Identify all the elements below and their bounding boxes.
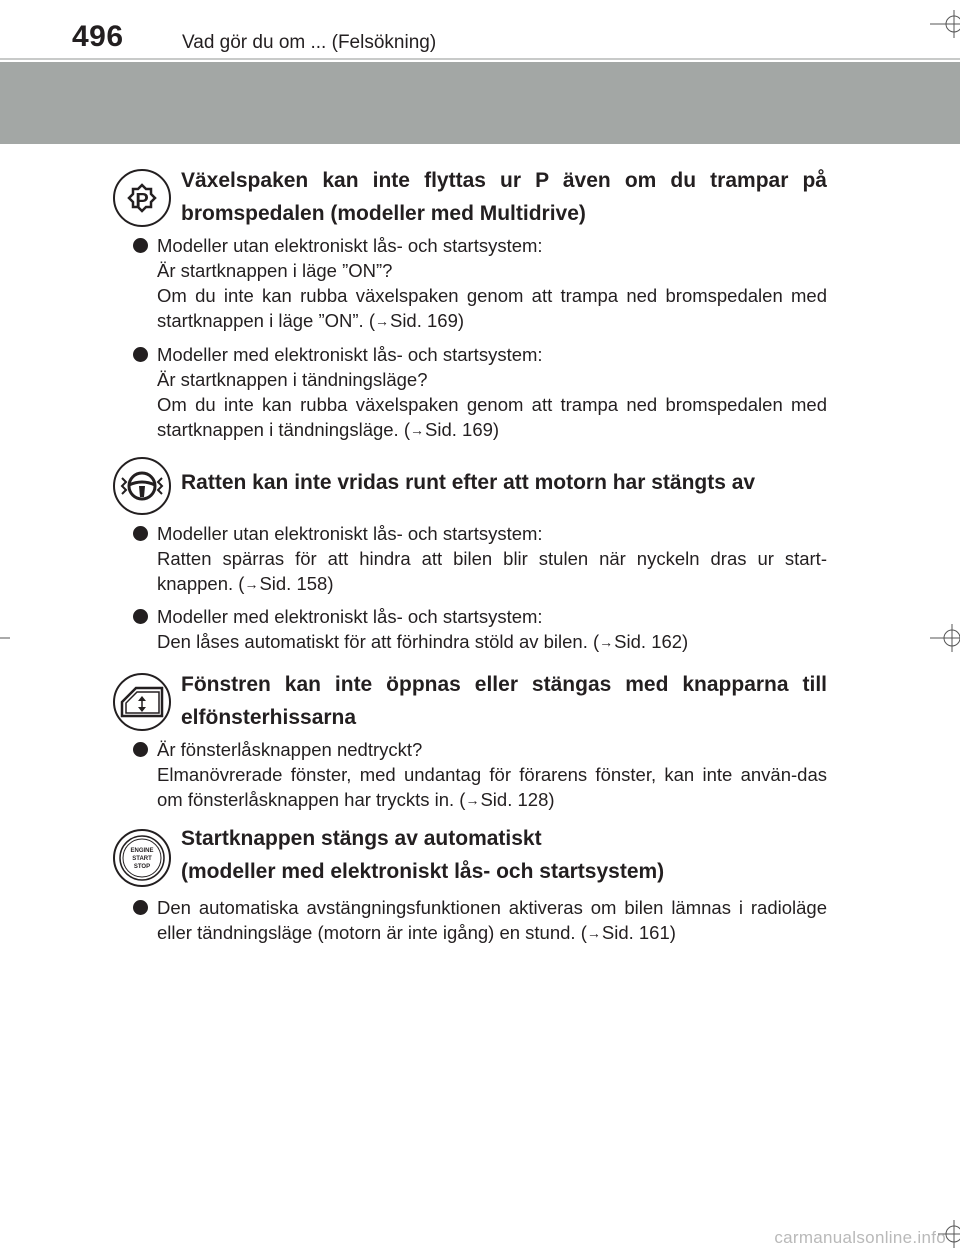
icon-label-start: START [132,856,152,862]
page-reference-link[interactable]: Sid. 161) [601,922,676,943]
bullet-dot [133,609,148,624]
parking-gear-warning-icon [112,168,172,228]
arrow-icon: → [244,576,259,592]
bullet-dot [133,238,148,253]
arrow-icon: → [374,313,389,329]
bullet-dot [133,347,148,362]
arrow-icon: → [465,792,480,808]
bullet-dot [133,526,148,541]
list-item: Modeller utan elektroniskt lås- och startsystem: Ratten spärras för att hindra att bilen blir stulen när nyckeln dras ur start-knappen. (→Sid. 158) [133,521,827,598]
page-reference-link[interactable]: Sid. 128) [480,789,555,810]
page-reference-link[interactable]: Sid. 158) [259,573,334,594]
page-reference-link[interactable]: Sid. 169) [389,310,465,331]
header-band [0,62,960,144]
steering-lock-icon [112,456,172,516]
page-number: 496 [72,20,124,53]
arrow-icon: → [599,634,614,650]
crop-mark-top-right [930,4,960,44]
section-heading-shift-lever: Växelspaken kan inte flyttas ur P även om du trampar på bromspedalen (modeller med Multidrive) [181,169,827,225]
crop-mark-left [0,636,12,640]
engine-start-stop-icon [112,828,172,888]
list-item: Modeller med elektroniskt lås- och startsystem: Den låses automatiskt för att förhindra stöld av bilen. (→Sid. 162) [133,604,827,656]
icon-label-stop: STOP [133,864,151,870]
section-heading-windows: Fönstren kan inte öppnas eller stängas med knapparna till elfönsterhissarna [181,673,827,729]
page-title: Vad gör du om ... (Felsökning) [182,32,437,53]
section-heading-steering: Ratten kan inte vridas runt efter att motorn har stängts av [181,471,756,494]
page-reference-link[interactable]: Sid. 162) [614,631,689,652]
power-window-icon [112,672,172,732]
arrow-icon: → [586,925,601,941]
list-item: Modeller utan elektroniskt lås- och startsystem: Är startknappen i läge ”ON”? Om du inte kan rubba växelspaken genom att trampa ned bromspedalen med startknappen i läge ”ON”. (→Sid. 169) [133,233,827,335]
page-reference-link[interactable]: Sid. 169) [425,419,500,440]
bullet-dot [133,900,148,915]
watermark: carmanualsonline.info [774,1228,946,1247]
list-item: Är fönsterlåsknappen nedtryckt? Elmanövrerade fönster, med undantag för förarens fönster, kan inte använ-das om fönsterlåsknappen har tryckts in. (→Sid. 128) [133,737,827,814]
section-heading-start-button: Startknappen stängs av automatiskt (modeller med elektroniskt lås- och startsystem) [181,827,665,883]
list-item: Den automatiska avstängningsfunktionen aktiveras om bilen lämnas i radioläge eller tändningsläge (motorn är inte igång) en stund. (→Sid. 161) [133,895,827,947]
list-item: Modeller med elektroniskt lås- och startsystem: Är startknappen i tändningsläge? Om du inte kan rubba växelspaken genom att trampa ned bromspedalen med startknappen i tändningsläge. (→Sid. 169) [133,342,827,444]
crop-mark-mid-right [930,618,960,658]
header-rule [0,58,960,60]
icon-label-engine: ENGINE [130,848,154,854]
arrow-icon: → [410,422,425,438]
bullet-dot [133,742,148,757]
svg-text:P: P [135,190,149,212]
